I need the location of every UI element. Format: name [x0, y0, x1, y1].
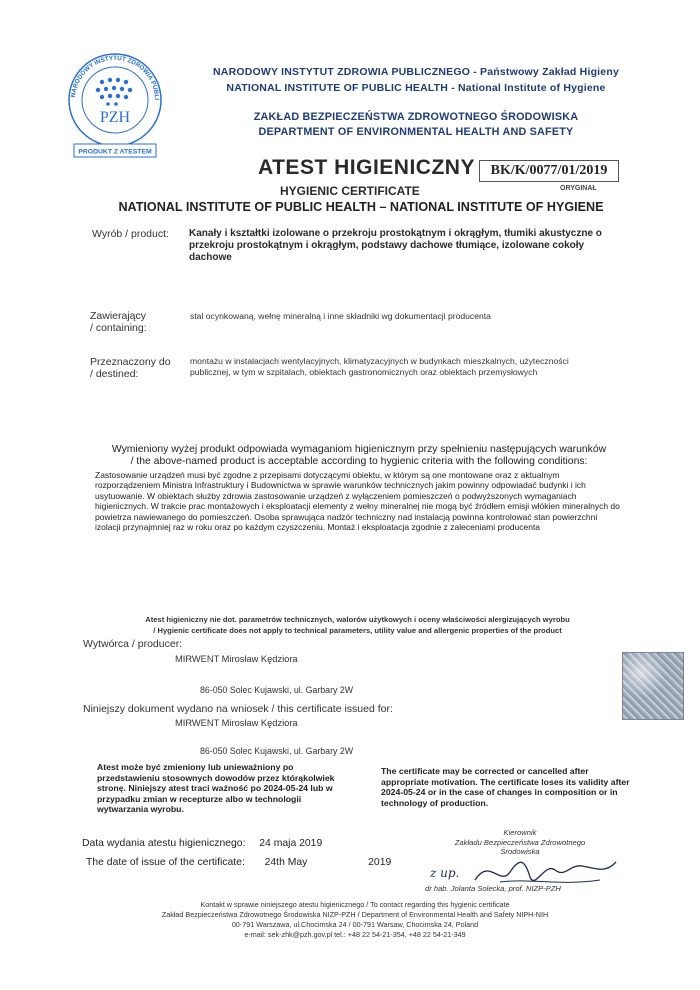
containing-label-line1: Zawierający [90, 310, 147, 322]
footer-line-3: 00-791 Warszawa, ul.Chocimska 24 / 00-791 Warsaw, Chocimska 24, Poland [231, 920, 479, 929]
destined-value: montażu w instalacjach wentylacyjnych, klimatyzacyjnych w budynkach mieszkalnych, użyteczności publicznej, w tym w szpitalach, obiektach gastronomicznych oraz obiektach przemysłowych [190, 356, 569, 377]
institute-name-pl: NARODOWY INSTYTUT ZDROWIA PUBLICZNEGO - Państwowy Zakład Higieny [213, 66, 619, 78]
disclaimer-en: / Hygienic certificate does not apply to technical parameters, utility value and allergenic properties of the product [153, 626, 562, 635]
destined-label [90, 356, 171, 380]
signatory-role: Kierownik [503, 828, 537, 837]
certificate-number: BK/K/0077/01/2019 [490, 163, 608, 178]
validity-pl: Atest może być zmieniony lub unieważniony po przedstawieniu stosownych dowodów przez którąkolwiek stronę. Niniejszy atest traci ważność po 2024-05-24 lub w przypadku zmian w recepturze albo w technologii wytwarzania wyrobu. [97, 762, 335, 814]
issue-date-en-value: 24th May [264, 857, 308, 868]
pzh-logo [60, 50, 170, 162]
producer-name: MIRWENT Mirosław Kędziora [175, 654, 298, 664]
signatory-name: dr hab. Jolanta Solecka, prof. NIZP-PZH [425, 884, 561, 893]
producer-label: Wytwórca / producer: [83, 638, 183, 650]
producer-address: 86-050 Solec Kujawski, ul. Garbary 2W [200, 685, 354, 695]
certificate-number-box [479, 160, 619, 182]
disclaimer-pl: Atest higieniczny nie dot. parametrów technicznych, walorów użytkowych i oceny właściwości alergizujących wyrobu [145, 615, 570, 624]
issue-date-pl-label: Data wydania atestu higienicznego: [82, 838, 246, 849]
certificate-title-en: HYGIENIC CERTIFICATE [280, 184, 420, 198]
institute-name-en: NATIONAL INSTITUTE OF PUBLIC HEALTH - National Institute of Hygiene [226, 82, 606, 94]
logo-ring-text: NARODOWY INSTYTUT ZDROWIA PUBLI [70, 54, 161, 101]
issued-for-address: 86-050 Solec Kujawski, ul. Garbary 2W [200, 746, 354, 756]
svg-text:NARODOWY INSTYTUT ZDROWIA PUBL [60, 50, 160, 100]
department-name-en: DEPARTMENT OF ENVIRONMENTAL HEALTH AND SAFETY [258, 126, 574, 138]
conditions-body: Zastosowanie urządzeń musi być zgodne z przepisami dotyczącymi obiektu, w którym są one montowane oraz z aktualnym rozporządzeniem Ministra Infrastruktury i Budownictwa w sprawie warunków technicznych jakim powinny odpowiadać budynki i ich usytuowanie. W obiektach służby zdrowia zastosowanie urządzeń z wyłączeniem pomieszczeń o podwyższonych wymaganiach higienicznych. W trakcie prac montażowych i eksploatacji elementy z wełny mineralnej nie mogą być źródłem emisji włókien mineralnych do powietrza nawiewanego do pomieszczeń. Osoba sprawująca nadzór techniczny nad instalacją powinna kontrolować stan powierzchni izolacji przynajmniej raz w roku oraz po każdym czyszczeniu. Montaż i eksploatacja zgodnie z zaleceniami producenta [95, 470, 620, 533]
pzh-emblem-icon [60, 50, 170, 162]
conditions-intro-en: / the above-named product is acceptable according to hygienic criteria with the following conditions: [130, 456, 588, 467]
issue-date-en [86, 857, 391, 868]
product-label: Wyrób / product: [92, 228, 169, 240]
signatory-dept-1: Zakładu Bezpieczeństwa Zdrowotnego [454, 837, 586, 847]
issue-date-pl-value: 24 maja 2019 [259, 838, 323, 849]
footer-line-2: Zakład Bezpieczeństwa Zdrowotnego Środowiska NIZP-PZH / Department of Environmental Health and Safety NIPH-NIH [161, 910, 549, 919]
logo-badge: PRODUKT Z ATESTEM [78, 148, 152, 156]
conditions-intro-pl: Wymieniony wyżej produkt odpowiada wymaganiom higienicznym przy spełnieniu następujących warunków [111, 444, 607, 455]
signatory-initials: z up. [430, 866, 460, 880]
containing-label [90, 310, 147, 334]
issue-date-pl [82, 838, 322, 849]
issued-for-label: Niniejszy dokument wydano na wniosek / this certificate issued for: [83, 703, 393, 715]
logo-wordmark: PZH [99, 109, 131, 126]
containing-label-line2: / containing: [90, 322, 147, 334]
certificate-title: ATEST HIGIENICZNY [258, 156, 475, 179]
containing-value: stal ocynkowaną, wełnę mineralną i inne składniki wg dokumentacji producenta [190, 311, 491, 321]
footer-line-1: Kontakt w sprawie niniejszego atestu higienicznego / To contact regarding this hygienic certificate [200, 900, 510, 909]
institute-line: NATIONAL INSTITUTE OF PUBLIC HEALTH – NATIONAL INSTITUTE OF HYGIENE [118, 200, 604, 214]
department-name-pl: ZAKŁAD BEZPIECZEŃSTWA ZDROWOTNEGO ŚRODOWISKA [253, 111, 579, 123]
disclaimer [70, 614, 645, 636]
validity-en: The certificate may be corrected or cancelled after appropriate motivation. The certificate loses its validity after 2024-05-24 or in the case of changes in composition or in technology of production. [381, 766, 630, 808]
destined-label-line2: / destined: [90, 368, 139, 380]
product-value: Kanały i kształtki izolowane o przekroju prostokątnym i okrągłym, tłumiki akustyczne o przekroju prostokątnym i okrągłym, podstawy dachowe tłumiące, izolowane cokoły dachowe [189, 228, 602, 263]
issued-for-name: MIRWENT Mirosław Kędziora [175, 718, 298, 728]
hologram-sticker [622, 652, 684, 720]
issue-date-en-label: The date of issue of the certificate: [86, 857, 245, 868]
destined-label-line1: Przeznaczony do [90, 356, 171, 368]
original-stamp: ORYGINAŁ [560, 185, 597, 192]
footer-line-4: e-mail: sek-zhk@pzh.gov.pl tel.: +48 22 54-21-354, +48 22 54-21-349 [244, 930, 466, 939]
signatory-dept-2: Środowiska [500, 847, 540, 856]
conditions-intro [89, 444, 629, 468]
issue-date-en-year: 2019 [368, 857, 392, 868]
footer-contact [55, 900, 655, 940]
